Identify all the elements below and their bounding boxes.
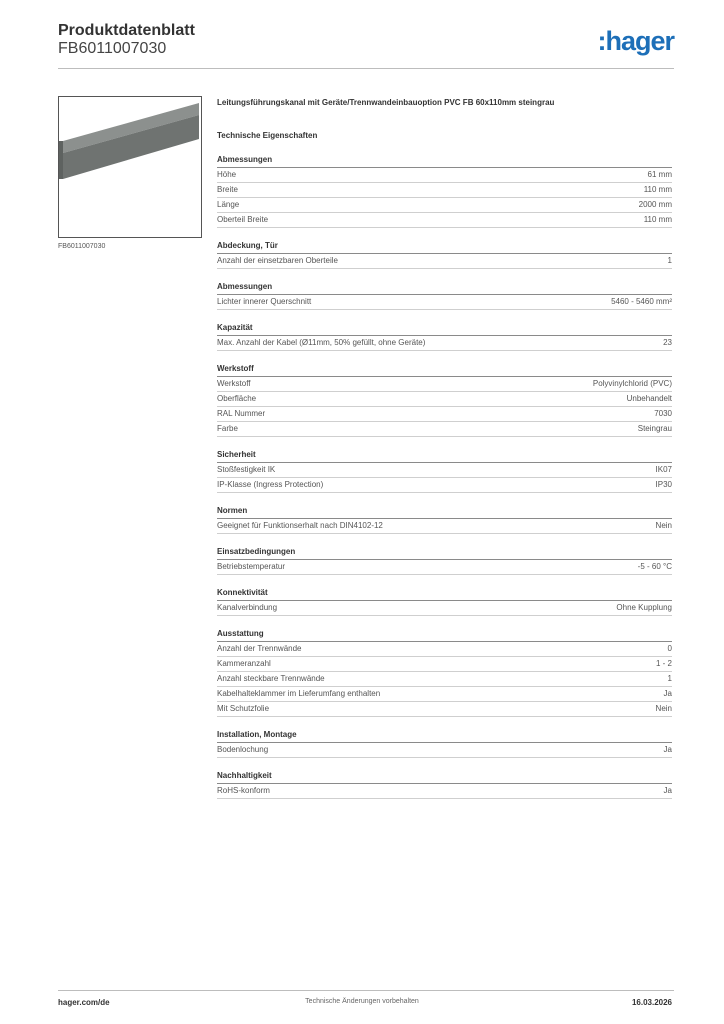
spec-value: Unbehandelt: [626, 394, 672, 403]
product-number: FB6011007030: [58, 40, 167, 57]
spec-label: Betriebstemperatur: [217, 562, 286, 571]
spec-row: [217, 519, 672, 534]
spec-label: Kanalverbindung: [217, 603, 278, 612]
spec-label: Kammeranzahl: [217, 659, 271, 668]
spec-label: Lichter innerer Querschnitt: [217, 297, 312, 306]
spec-section: [217, 447, 672, 493]
spec-value: 110 mm: [643, 215, 672, 224]
spec-row: [217, 213, 672, 228]
spec-label: Länge: [217, 200, 240, 209]
spec-row: [217, 183, 672, 198]
spec-value: Ja: [663, 745, 672, 754]
spec-label: Kabelhalteklammer im Lieferumfang enthalten: [217, 689, 381, 698]
section-title: Konnektivität: [217, 585, 672, 601]
spec-row: [217, 168, 672, 183]
spec-section: [217, 238, 672, 269]
spec-label: Bodenlochung: [217, 745, 269, 754]
spec-label: Mit Schutzfolie: [217, 704, 270, 713]
section-title: Abmessungen: [217, 279, 672, 295]
spec-row: [217, 657, 672, 672]
spec-label: Höhe: [217, 170, 237, 179]
spec-value: Steingrau: [637, 424, 672, 433]
technical-properties-title: Technische Eigenschaften: [217, 131, 318, 140]
spec-row: [217, 336, 672, 351]
spec-value: Nein: [655, 521, 672, 530]
spec-row: [217, 392, 672, 407]
spec-section: [217, 152, 672, 228]
spec-row: [217, 407, 672, 422]
spec-row: [217, 295, 672, 310]
spec-value: Ja: [663, 689, 672, 698]
spec-label: Max. Anzahl der Kabel (Ø11mm, 50% gefüllt, ohne Geräte): [217, 338, 426, 347]
spec-label: Geeignet für Funktionserhalt nach DIN4102-12: [217, 521, 383, 530]
spec-value: 0: [667, 644, 672, 653]
header-divider: [58, 68, 674, 69]
spec-section: [217, 585, 672, 616]
spec-label: Stoßfestigkeit IK: [217, 465, 276, 474]
section-title: Ausstattung: [217, 626, 672, 642]
spec-label: Anzahl steckbare Trennwände: [217, 674, 325, 683]
spec-label: RAL Nummer: [217, 409, 266, 418]
spec-row: [217, 642, 672, 657]
spec-row: [217, 478, 672, 493]
spec-section: [217, 320, 672, 351]
section-title: Nachhaltigkeit: [217, 768, 672, 784]
product-content: [217, 96, 672, 799]
spec-row: [217, 377, 672, 392]
spec-row: [217, 672, 672, 687]
footer-website: hager.com/de: [58, 998, 110, 1007]
spec-row: [217, 784, 672, 799]
spec-value: 61 mm: [647, 170, 672, 179]
spec-value: 110 mm: [643, 185, 672, 194]
specification-sections: [217, 152, 672, 799]
spec-row: [217, 687, 672, 702]
spec-value: Ja: [663, 786, 672, 795]
spec-value: 7030: [654, 409, 672, 418]
spec-label: Farbe: [217, 424, 238, 433]
page-header: [58, 20, 674, 68]
spec-value: -5 - 60 °C: [637, 562, 672, 571]
spec-row: [217, 743, 672, 758]
spec-row: [217, 601, 672, 616]
section-title: Kapazität: [217, 320, 672, 336]
spec-section: [217, 361, 672, 437]
hager-logo: :hager: [597, 26, 674, 56]
spec-value: 5460 - 5460 mm²: [611, 297, 672, 306]
spec-row: [217, 560, 672, 575]
spec-value: Ohne Kupplung: [616, 603, 672, 612]
spec-label: Breite: [217, 185, 238, 194]
spec-section: [217, 727, 672, 758]
image-caption: FB6011007030: [58, 243, 106, 250]
section-title: Sicherheit: [217, 447, 672, 463]
spec-value: 2000 mm: [638, 200, 672, 209]
spec-value: Polyvinylchlorid (PVC): [592, 379, 672, 388]
footer-date: 16.03.2026: [631, 998, 672, 1007]
spec-label: Werkstoff: [217, 379, 251, 388]
spec-label: Anzahl der einsetzbaren Oberteile: [217, 256, 338, 265]
product-description: Leitungsführungskanal mit Geräte/Trennwandeinbauoption PVC FB 60x110mm steingrau: [217, 98, 555, 107]
section-title: Abdeckung, Tür: [217, 238, 672, 254]
spec-row: [217, 254, 672, 269]
spec-label: Anzahl der Trennwände: [217, 644, 302, 653]
spec-section: [217, 503, 672, 534]
spec-value: IK07: [655, 465, 672, 474]
spec-section: [217, 279, 672, 310]
footer-notice: Technische Änderungen vorbehalten: [305, 998, 419, 1005]
spec-row: [217, 422, 672, 437]
spec-value: 1 - 2: [655, 659, 672, 668]
spec-value: 23: [663, 338, 672, 347]
section-title: Abmessungen: [217, 152, 672, 168]
spec-value: IP30: [655, 480, 672, 489]
spec-row: [217, 198, 672, 213]
spec-value: 1: [667, 256, 672, 265]
spec-value: 1: [667, 674, 672, 683]
product-image: [58, 96, 202, 238]
section-title: Werkstoff: [217, 361, 672, 377]
footer-divider: [58, 990, 674, 991]
document-title: Produktdatenblatt: [58, 22, 195, 39]
spec-section: [217, 768, 672, 799]
spec-value: Nein: [655, 704, 672, 713]
spec-label: Oberteil Breite: [217, 215, 269, 224]
spec-label: Oberfläche: [217, 394, 257, 403]
spec-section: [217, 544, 672, 575]
spec-row: [217, 463, 672, 478]
cable-duct-picture: [59, 97, 201, 237]
section-title: Einsatzbedingungen: [217, 544, 672, 560]
spec-section: [217, 626, 672, 717]
section-title: Installation, Montage: [217, 727, 672, 743]
spec-row: [217, 702, 672, 717]
section-title: Normen: [217, 503, 672, 519]
spec-label: IP-Klasse (Ingress Protection): [217, 480, 324, 489]
spec-label: RoHS-konform: [217, 786, 270, 795]
